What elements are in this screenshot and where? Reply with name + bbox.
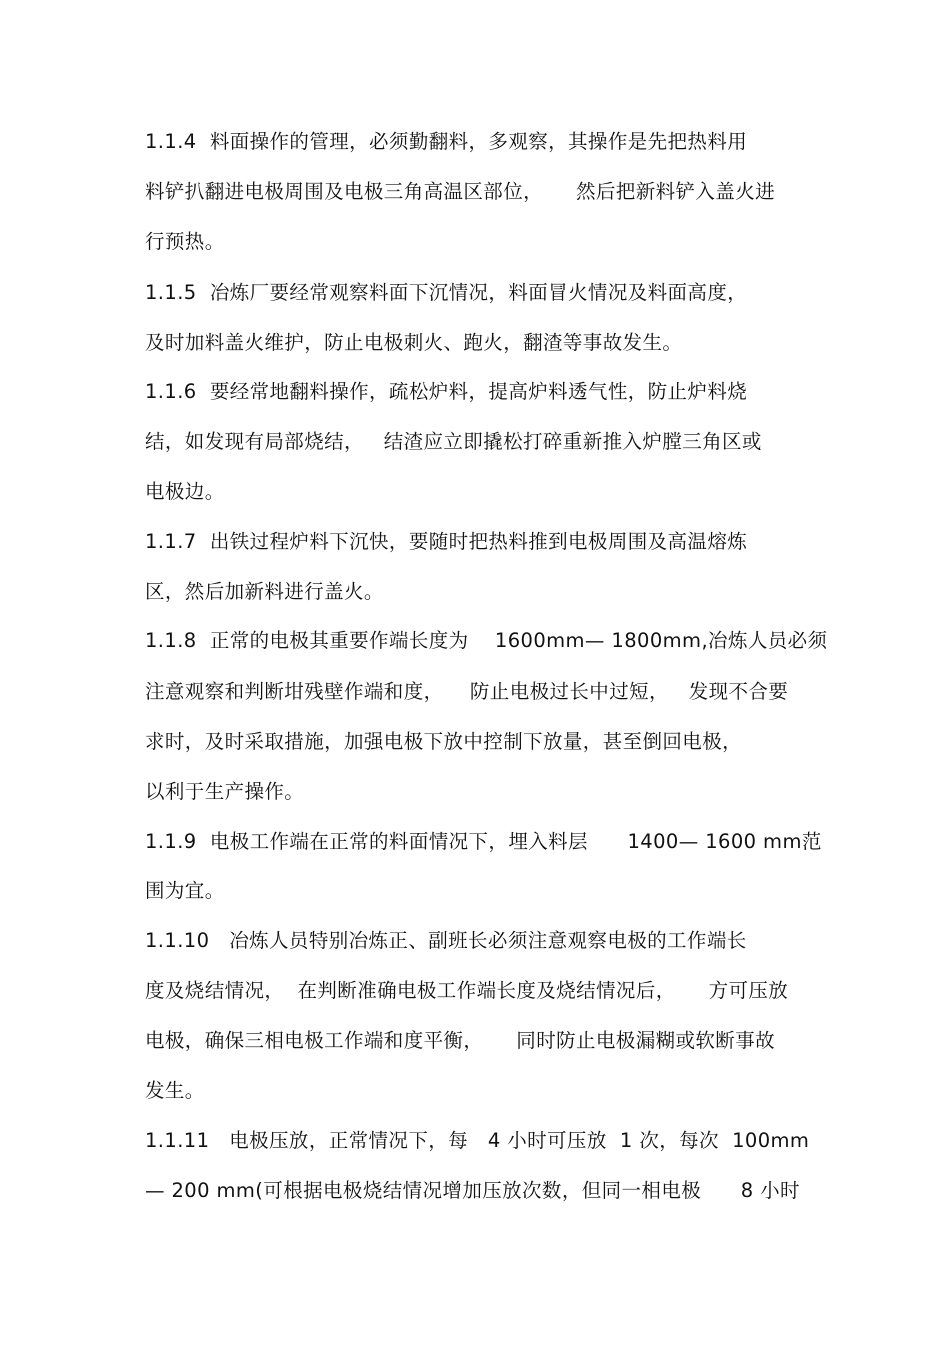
text-line: 及时加料盖火维护，防止电极刺火、跑火，翻渣等事故发生。 [145,331,683,354]
text-line: 1.1.5 冶炼厂要经常观察料面下沉情况，料面冒火情况及料面高度， [145,281,748,304]
text-line: 料铲扒翻进电极周围及电极三角高温区部位， 然后把新料铲入盖火进 [145,180,775,203]
text-line: — 200 mm(可根据电极烧结情况增加压放次数，但同一相电极 8 小时 [145,1179,800,1202]
text-line: 1.1.8 正常的电极其重要作端长度为 1600mm— 1800mm,冶炼人员必须 [145,629,828,652]
text-line: 1.1.9 电极工作端在正常的料面情况下，埋入料层 1400— 1600 mm范 [145,830,822,853]
text-line: 以利于生产操作。 [145,780,305,803]
text-line: 1.1.10 冶炼人员特别冶炼正、副班长必须注意观察电极的工作端长 [145,929,747,952]
text-line: 电极边。 [145,480,225,503]
text-line: 求时，及时采取措施，加强电极下放中控制下放量，甚至倒回电极， [145,730,743,753]
text-line: 发生。 [145,1079,205,1102]
text-line: 1.1.4 料面操作的管理，必须勤翻料，多观察，其操作是先把热料用 [145,130,748,153]
text-line: 度及烧结情况， 在判断准确电极工作端长度及烧结情况后， 方可压放 [145,979,789,1002]
text-line: 区，然后加新料进行盖火。 [145,580,384,603]
text-line: 1.1.6 要经常地翻料操作，疏松炉料，提高炉料透气性，防止炉料烧 [145,380,748,403]
text-line: 结，如发现有局部烧结， 结渣应立即撬松打碎重新推入炉膛三角区或 [145,430,762,453]
text-line: 注意观察和判断坩残壁作端和度， 防止电极过长中过短， 发现不合要 [145,680,789,703]
text-line: 围为宜。 [145,879,225,902]
text-line: 电极，确保三相电极工作端和度平衡， 同时防止电极漏糊或软断事故 [145,1029,775,1052]
text-line: 1.1.11 电极压放，正常情况下，每 4 小时可压放 1 次，每次 100mm [145,1129,810,1152]
text-line: 行预热。 [145,230,225,253]
text-line: 1.1.7 出铁过程炉料下沉快，要随时把热料推到电极周围及高温熔炼 [145,530,748,553]
